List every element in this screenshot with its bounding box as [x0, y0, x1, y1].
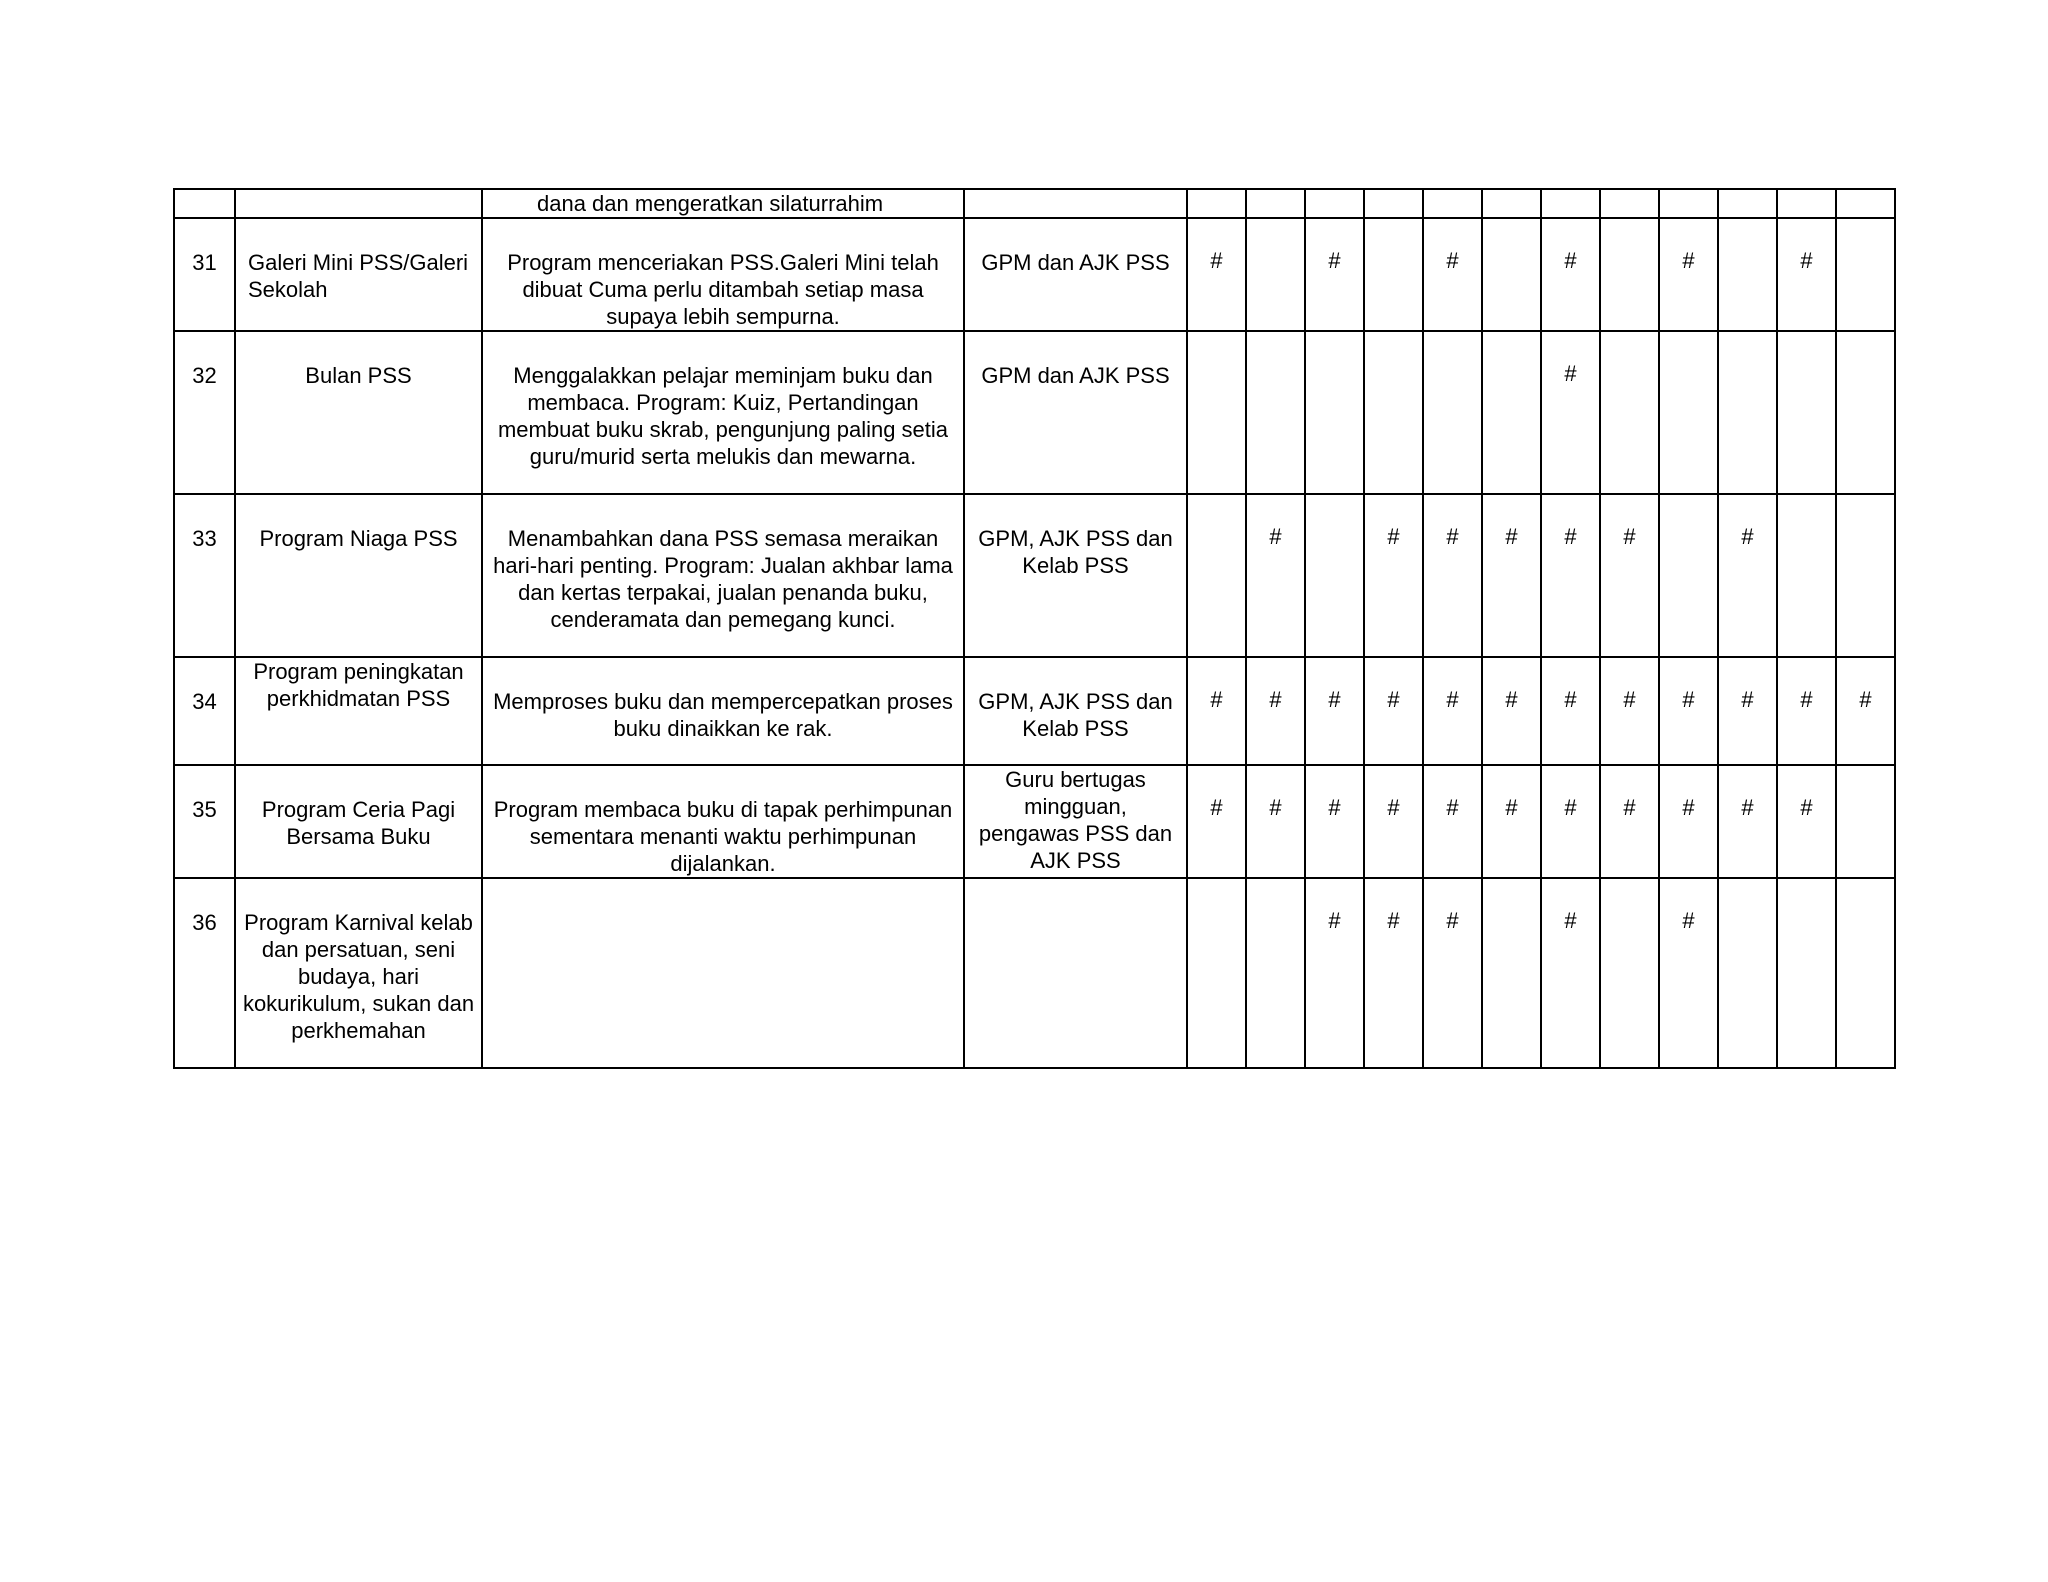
month-cell: [1482, 878, 1541, 1068]
program-objective: dana dan mengeratkan silaturrahim: [482, 189, 964, 218]
month-cell: [1836, 218, 1895, 331]
month-cell: #: [1482, 494, 1541, 657]
month-cell: #: [1659, 218, 1718, 331]
program-name: Program Ceria Pagi Bersama Buku: [235, 765, 482, 878]
month-cell: #: [1600, 657, 1659, 765]
month-cell: #: [1541, 765, 1600, 878]
month-cell: #: [1541, 494, 1600, 657]
month-cell: #: [1187, 765, 1246, 878]
month-cell: [1305, 331, 1364, 494]
month-cell: [1423, 331, 1482, 494]
month-cell: #: [1423, 218, 1482, 331]
month-cell: #: [1718, 765, 1777, 878]
month-cell: [1659, 494, 1718, 657]
month-cell: #: [1246, 765, 1305, 878]
month-cell: [1836, 765, 1895, 878]
month-cell: [1482, 331, 1541, 494]
month-cell: [1600, 218, 1659, 331]
table-row: [174, 331, 1895, 494]
month-cell: #: [1423, 878, 1482, 1068]
responsible-party: GPM dan AJK PSS: [964, 331, 1187, 494]
month-cell: #: [1600, 765, 1659, 878]
month-cell: #: [1659, 765, 1718, 878]
month-cell: [1600, 878, 1659, 1068]
month-cell: #: [1423, 657, 1482, 765]
row-number: 34: [174, 657, 235, 765]
program-objective: Memproses buku dan mempercepatkan proses buku dinaikkan ke rak.: [482, 657, 964, 765]
month-cell: #: [1718, 657, 1777, 765]
month-cell: [1600, 331, 1659, 494]
month-cell: [1718, 331, 1777, 494]
table-row: [174, 218, 1895, 331]
responsible-party: GPM dan AJK PSS: [964, 218, 1187, 331]
month-cell: #: [1541, 878, 1600, 1068]
month-cell: [1777, 878, 1836, 1068]
month-cell: #: [1482, 765, 1541, 878]
month-cell: [1482, 218, 1541, 331]
table-row: [174, 657, 1895, 765]
month-cell: #: [1659, 878, 1718, 1068]
program-name: Program Niaga PSS: [235, 494, 482, 657]
table-row: [174, 494, 1895, 657]
month-cell: [1659, 331, 1718, 494]
program-name: Program Karnival kelab dan persatuan, seni budaya, hari kokurikulum, sukan dan perkhemahan: [235, 878, 482, 1068]
month-cell: #: [1364, 878, 1423, 1068]
month-cell: #: [1541, 331, 1600, 494]
month-cell: #: [1246, 657, 1305, 765]
month-cell: #: [1364, 494, 1423, 657]
month-cell: #: [1246, 494, 1305, 657]
month-cell: [1305, 189, 1364, 218]
month-cell: #: [1305, 657, 1364, 765]
month-cell: [1364, 189, 1423, 218]
table-row: [174, 878, 1895, 1068]
month-cell: #: [1305, 218, 1364, 331]
responsible-party: [964, 189, 1187, 218]
row-number: 36: [174, 878, 235, 1068]
month-cell: #: [1777, 765, 1836, 878]
month-cell: [1777, 494, 1836, 657]
month-cell: #: [1364, 765, 1423, 878]
month-cell: [1187, 189, 1246, 218]
month-cell: [1836, 494, 1895, 657]
month-cell: #: [1364, 657, 1423, 765]
month-cell: [1364, 331, 1423, 494]
responsible-party: GPM, AJK PSS dan Kelab PSS: [964, 494, 1187, 657]
month-cell: [1836, 189, 1895, 218]
month-cell: [1423, 189, 1482, 218]
program-objective: Menggalakkan pelajar meminjam buku dan membaca. Program: Kuiz, Pertandingan membuat buku skrab, pengunjung paling setia guru/murid serta melukis dan mewarna.: [482, 331, 964, 494]
month-cell: [1836, 878, 1895, 1068]
row-number: [174, 189, 235, 218]
month-cell: [1364, 218, 1423, 331]
month-cell: #: [1836, 657, 1895, 765]
program-name: Program peningkatan perkhidmatan PSS: [235, 657, 482, 765]
month-cell: [1187, 331, 1246, 494]
month-cell: [1777, 189, 1836, 218]
month-cell: [1246, 189, 1305, 218]
month-cell: #: [1482, 657, 1541, 765]
row-number: 35: [174, 765, 235, 878]
program-name: Bulan PSS: [235, 331, 482, 494]
program-objective: Program menceriakan PSS.Galeri Mini telah dibuat Cuma perlu ditambah setiap masa supaya lebih sempurna.: [482, 218, 964, 331]
program-name: Galeri Mini PSS/Galeri Sekolah: [235, 218, 482, 331]
month-cell: #: [1187, 218, 1246, 331]
month-cell: [1718, 878, 1777, 1068]
row-number: 32: [174, 331, 235, 494]
month-cell: [1600, 189, 1659, 218]
month-cell: [1305, 494, 1364, 657]
month-cell: [1246, 218, 1305, 331]
month-cell: #: [1541, 218, 1600, 331]
month-cell: #: [1423, 765, 1482, 878]
program-table: [173, 188, 1896, 1069]
month-cell: #: [1718, 494, 1777, 657]
month-cell: [1659, 189, 1718, 218]
month-cell: [1482, 189, 1541, 218]
month-cell: #: [1659, 657, 1718, 765]
month-cell: [1246, 878, 1305, 1068]
month-cell: #: [1305, 878, 1364, 1068]
month-cell: [1836, 331, 1895, 494]
month-cell: #: [1423, 494, 1482, 657]
table-row: [174, 189, 1895, 218]
month-cell: [1718, 189, 1777, 218]
table-row: [174, 765, 1895, 878]
responsible-party: Guru bertugas mingguan, pengawas PSS dan AJK PSS: [964, 765, 1187, 878]
program-objective: Menambahkan dana PSS semasa meraikan hari-hari penting. Program: Jualan akhbar lama dan kertas terpakai, jualan penanda buku, cenderamata dan pemegang kunci.: [482, 494, 964, 657]
month-cell: [1187, 494, 1246, 657]
month-cell: #: [1777, 657, 1836, 765]
month-cell: #: [1777, 218, 1836, 331]
month-cell: [1187, 878, 1246, 1068]
program-objective: [482, 878, 964, 1068]
program-name: [235, 189, 482, 218]
responsible-party: GPM, AJK PSS dan Kelab PSS: [964, 657, 1187, 765]
month-cell: [1541, 189, 1600, 218]
month-cell: #: [1305, 765, 1364, 878]
month-cell: #: [1600, 494, 1659, 657]
month-cell: [1777, 331, 1836, 494]
row-number: 31: [174, 218, 235, 331]
month-cell: [1718, 218, 1777, 331]
responsible-party: [964, 878, 1187, 1068]
month-cell: #: [1541, 657, 1600, 765]
row-number: 33: [174, 494, 235, 657]
program-objective: Program membaca buku di tapak perhimpunan sementara menanti waktu perhimpunan dijalankan.: [482, 765, 964, 878]
month-cell: [1246, 331, 1305, 494]
month-cell: #: [1187, 657, 1246, 765]
